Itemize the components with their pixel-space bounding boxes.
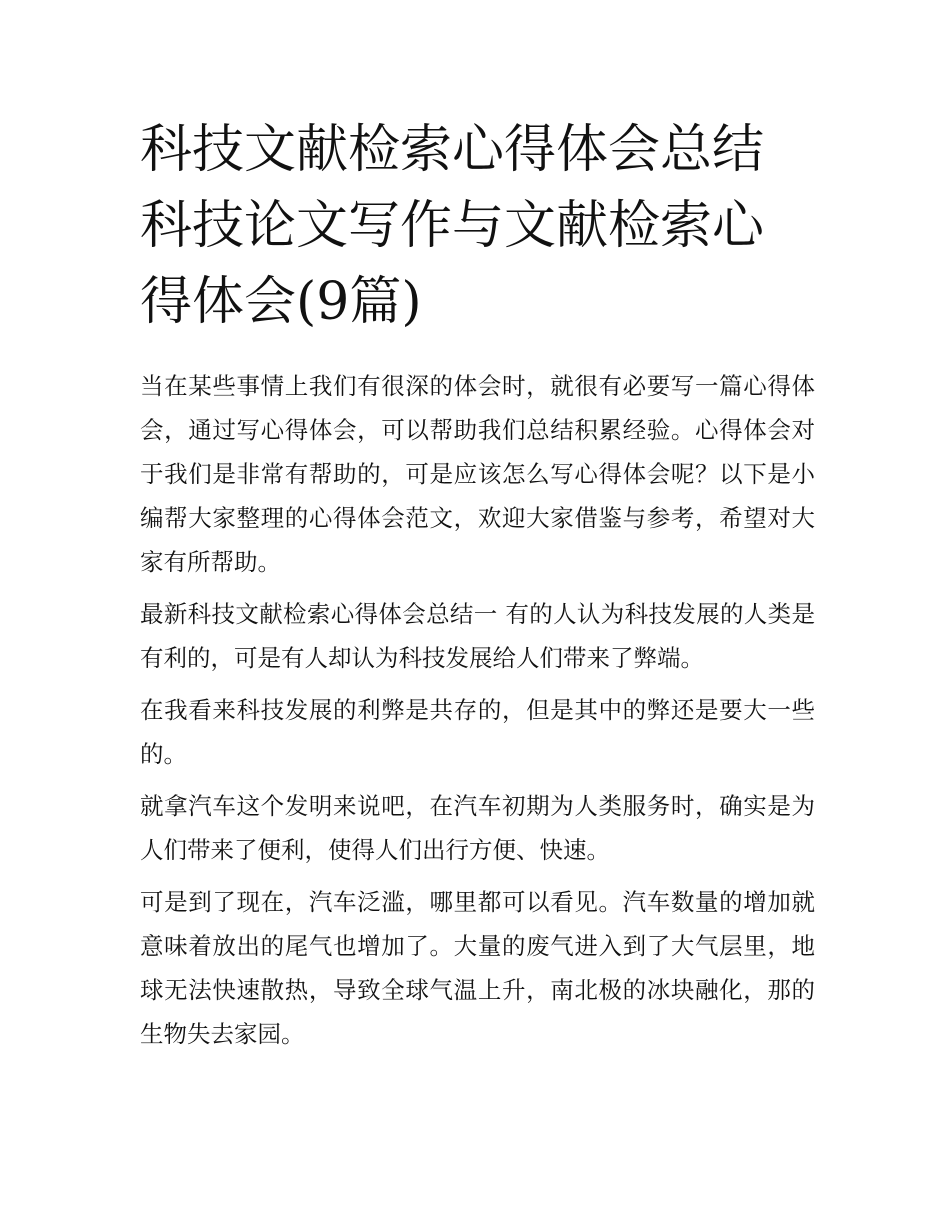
document-title: 科技文献检索心得体会总结 科技论文写作与文献检索心得体会(9篇)	[140, 120, 765, 332]
paragraph: 当在某些事情上我们有很深的体会时，就很有必要写一篇心得体会，通过写心得体会，可以帮助我们总结积累经验。心得体会对于我们是非常有帮助的，可是应该怎么写心得体会呢？以下是小编帮大家整理的心得体会范文，欢迎大家借鉴与参考，希望对大家有所帮助。	[140, 372, 815, 576]
document-body	[140, 364, 815, 1056]
paragraph: 在我看来科技发展的利弊是共存的，但是其中的弊还是要大一些的。	[140, 696, 815, 768]
paragraph: 就拿汽车这个发明来说吧，在汽车初期为人类服务时，确实是为人们带来了便利，使得人们出行方便、快速。	[140, 792, 815, 864]
paragraph: 最新科技文献检索心得体会总结一 有的人认为科技发展的人类是有利的，可是有人却认为科技发展给人们带来了弊端。	[140, 600, 815, 672]
document-page	[140, 112, 815, 1064]
paragraph: 可是到了现在，汽车泛滥，哪里都可以看见。汽车数量的增加就意味着放出的尾气也增加了。大量的废气进入到了大气层里，地球无法快速散热，导致全球气温上升，南北极的冰块融化，那的生物失去家园。	[140, 888, 815, 1048]
